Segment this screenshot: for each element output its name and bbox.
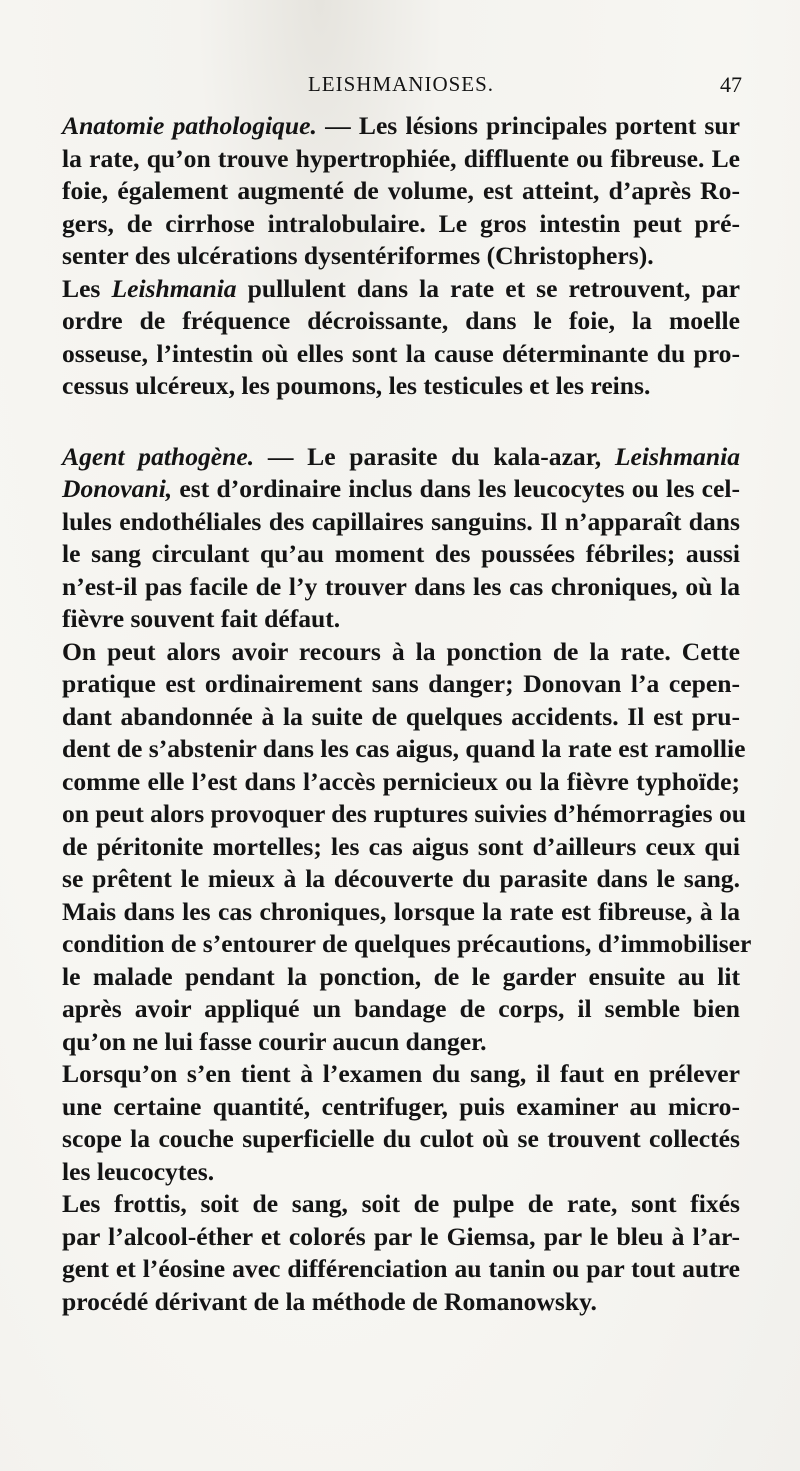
text-line: condition de s’entourer de quelques précautions, d’immobiliser [62, 929, 752, 958]
paragraph-ponction [62, 636, 752, 1059]
text-line: par l’alcool-éther et colorés par le Giemsa, par le bleu à l’ar- [62, 1221, 740, 1251]
text-line: pratique est ordinairement sans danger; Donovan l’a cepen- [62, 669, 740, 698]
page-number: 47 [720, 72, 742, 97]
paragraph-anatomie [62, 110, 740, 273]
text-line: Les Leishmania pullulent dans la rate et se retrouvent, par [62, 273, 740, 303]
text-line: la rate, qu’on trouve hypertrophiée, diffluente ou fibreuse. Le [62, 143, 740, 173]
section-gap [62, 403, 740, 441]
text-line: comme elle l’est dans l’accès pernicieux ou la fièvre typhoïde; [62, 766, 740, 796]
text-line: gers, de cirrhose intralobulaire. Le gros intestin peut pré- [62, 208, 740, 238]
page-body [62, 110, 752, 1318]
text-line: foie, également augmenté de volume, est atteint, d’après Ro- [62, 176, 740, 205]
text-line: Anatomie pathologique. — Les lésions principales portent sur [62, 111, 740, 140]
text-line: le sang circulant qu’au moment des poussées fébriles; aussi [62, 539, 740, 568]
text-line: cessus ulcéreux, les poumons, les testicules et les reins. [62, 371, 651, 400]
text-line: On peut alors avoir recours à la ponction de la rate. Cette [62, 636, 740, 666]
text-line: senter des ulcérations dysentériformes (Christophers). [62, 241, 654, 270]
text-line: osseuse, l’intestin où elles sont la cause déterminante du pro- [62, 338, 740, 368]
text-line: après avoir appliqué un bandage de corps, il semble bien [62, 994, 740, 1023]
text-line: fièvre souvent fait défaut. [62, 604, 341, 633]
text-line: dant abandonnée à la suite de quelques accidents. Il est pru- [62, 701, 740, 731]
text-line: Lorsqu’on s’en tient à l’examen du sang, il faut en prélever [62, 1059, 740, 1088]
text-line: le malade pendant la ponction, de le garder ensuite au lit [62, 961, 740, 991]
text-line: n’est-il pas facile de l’y trouver dans les cas chroniques, où la [62, 571, 740, 601]
text-line: procédé dérivant de la méthode de Romanowsky. [62, 1286, 597, 1316]
paragraph-examen-sang [62, 1058, 740, 1188]
text-line: de péritonite mortelles; les cas aigus sont d’ailleurs ceux qui [62, 831, 740, 861]
text-line: on peut alors provoquer des ruptures suivies d’hémorragies ou [62, 799, 746, 828]
text-line: Les frottis, soit de sang, soit de pulpe de rate, sont fixés [62, 1189, 740, 1218]
page-header [60, 66, 742, 106]
text-line: Mais dans les cas chroniques, lorsque la rate est fibreuse, à la [62, 896, 740, 926]
text-line: gent et l’éosine avec différenciation au tanin ou par tout autre [62, 1254, 740, 1283]
text-line: les leucocytes. [62, 1156, 215, 1186]
text-line: Donovani, est d’ordinaire inclus dans les leucocytes ou les cel- [62, 474, 740, 503]
text-line: se prêtent le mieux à la découverte du parasite dans le sang. [62, 864, 740, 893]
paragraph-leishmania [62, 273, 740, 403]
text-line: Agent pathogène. — Le parasite du kala-azar, Leishmania [62, 441, 740, 471]
text-line: une certaine quantité, centrifuger, puis examiner au micro- [62, 1091, 740, 1121]
paragraph-agent-pathogene [62, 441, 740, 636]
running-title: LEISHMANIOSES. [307, 72, 495, 96]
text-line: scope la couche superficielle du culot où se trouvent collectés [62, 1124, 740, 1153]
text-line: ordre de fréquence décroissante, dans le foie, la moelle [62, 306, 740, 335]
text-line: qu’on ne lui fasse courir aucun danger. [62, 1026, 487, 1056]
text-line: dent de s’abstenir dans les cas aigus, quand la rate est ramollie [62, 734, 746, 763]
text-line: lules endothéliales des capillaires sanguins. Il n’apparaît dans [62, 506, 740, 536]
paragraph-frottis [62, 1188, 740, 1318]
